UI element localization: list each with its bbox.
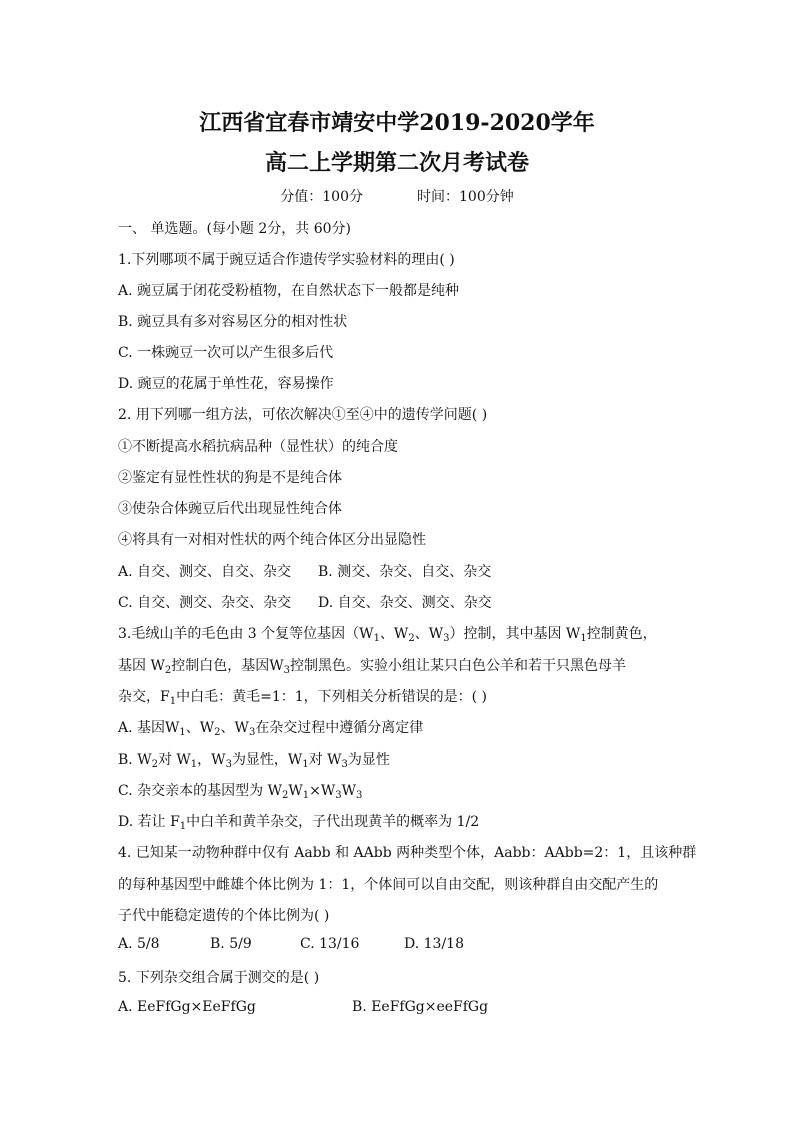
- q3-option-c: C. 杂交亲本的基因型为 $W_2W_1\times W_3W_3$: [118, 783, 363, 801]
- q2-item-1: ①不断提高水稻抗病品种（显性状）的纯合度: [118, 439, 398, 455]
- q1-option-b: B. 豌豆具有多对容易区分的相对性状: [118, 314, 348, 330]
- q4-stem-line1: 4. 已知某一动物种群中仅有 Aabb 和 AAbb 两种类型个体，Aabb：AAbb=2：1，且该种群: [118, 845, 697, 861]
- q4-option-d: D. 13/18: [404, 936, 464, 952]
- q3-stem-line3: 杂交，$F_1$中白毛：黄毛=1：1，下列相关分析错误的是：( ): [118, 689, 488, 707]
- q5-stem: 5. 下列杂交组合属于测交的是( ): [118, 970, 320, 986]
- section-heading: 一、 单选题。(每小题 2分，共 60分): [118, 221, 351, 237]
- q2-option-a: A. 自交、测交、自交、杂交: [118, 564, 292, 580]
- q3-option-b: B. $W_2$对 $W_1$，$W_3$为显性，$W_1$对 $W_3$为显性: [118, 752, 390, 770]
- q1-option-d: D. 豌豆的花属于单性花，容易操作: [118, 376, 334, 392]
- q2-option-b: B. 测交、杂交、自交、杂交: [318, 564, 492, 580]
- q2-item-3: ③使杂合体豌豆后代出现显性纯合体: [118, 501, 342, 517]
- q2-item-4: ④将具有一对相对性状的两个纯合体区分出显隐性: [118, 532, 426, 548]
- q1-option-a: A. 豌豆属于闭花受粉植物，在自然状态下一般都是纯种: [118, 283, 460, 299]
- q3-option-d: D. 若让 $F_1$中白羊和黄羊杂交，子代出现黄羊的概率为 1/2: [118, 814, 480, 832]
- q4-stem-line2: 的每种基因型中雌雄个体比例为 1：1，个体间可以自由交配，则该种群自由交配产生的: [118, 877, 659, 893]
- q2-option-c: C. 自交、测交、杂交、杂交: [118, 595, 292, 611]
- q3-stem-line2: 基因 $W_2$控制白色，基因$W_3$控制黑色。实验小组让某只白色公羊和若干只黑色母羊: [118, 658, 626, 676]
- q3-option-a: A. 基因$W_1$、$W_2$、$W_3$在杂交过程中遵循分离定律: [118, 720, 424, 738]
- q1-stem: 1.下列哪项不属于豌豆适合作遗传学实验材料的理由( ): [118, 252, 455, 268]
- exam-title-line1: 江西省宜春市靖安中学2019-2020学年: [199, 110, 595, 136]
- q2-item-2: ②鉴定有显性性状的狗是不是纯合体: [118, 470, 342, 486]
- q4-option-b: B. 5/9: [210, 936, 252, 952]
- q5-option-b: B. EeFfGg×eeFfGg: [352, 999, 489, 1015]
- q1-option-c: C. 一株豌豆一次可以产生很多后代: [118, 345, 334, 361]
- exam-title-line2: 高二上学期第二次月考试卷: [264, 150, 529, 176]
- q3-stem-line1: 3.毛绒山羊的毛色由 3 个复等位基因（$W_1$、$W_2$、$W_3$）控制，其中基因 $W_1$控制黄色，: [118, 626, 657, 644]
- q4-stem-line3: 子代中能稳定遗传的个体比例为( ): [118, 908, 330, 924]
- q4-option-c: C. 13/16: [300, 936, 360, 952]
- q4-option-a: A. 5/8: [118, 936, 160, 952]
- q2-stem: 2. 用下列哪一组方法，可依次解决①至④中的遗传学问题( ): [118, 407, 488, 423]
- q2-option-d: D. 自交、杂交、测交、杂交: [318, 595, 492, 611]
- time-label: 时间：100分钟: [417, 189, 514, 205]
- score-label: 分值：100分: [280, 189, 363, 205]
- q5-option-a: A. EeFfGg×EeFfGg: [118, 999, 256, 1015]
- exam-meta: [0, 186, 794, 206]
